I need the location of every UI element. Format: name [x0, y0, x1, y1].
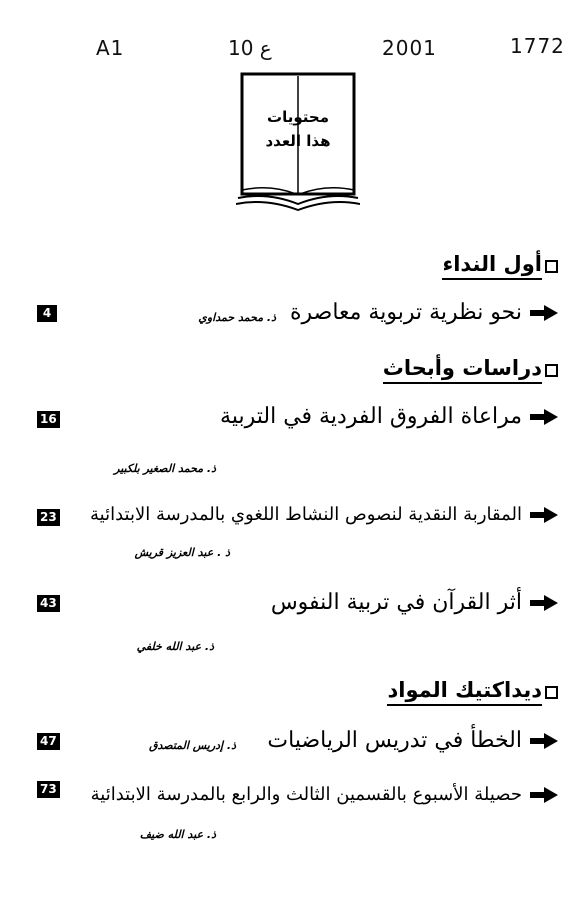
toc-entry-title[interactable]: نحو نظرية تربوية معاصرة — [290, 300, 558, 325]
arrow-right-icon — [530, 733, 558, 749]
emblem-title-line1: محتويات — [267, 108, 329, 126]
page-number-badge: 23 — [37, 509, 60, 526]
toc-entry-author: ذ. عبد الله خلفي — [136, 640, 214, 653]
handwritten-issue-mark: ع 10 — [228, 36, 272, 60]
toc-entry-title[interactable]: مراعاة الفروق الفردية في التربية — [220, 404, 558, 429]
arrow-right-icon — [530, 409, 558, 425]
arrow-right-icon — [530, 305, 558, 321]
square-bullet-icon — [545, 686, 558, 699]
arrow-right-icon — [530, 595, 558, 611]
toc-entry-author: ذ. عبد الله ضيف — [139, 828, 216, 841]
toc-entry-title[interactable]: الخطأ في تدريس الرياضيات — [267, 728, 558, 753]
section-heading: ديداكتيك المواد — [387, 678, 558, 706]
square-bullet-icon — [545, 364, 558, 377]
toc-entry-title[interactable]: المقاربة النقدية لنصوص النشاط اللغوي بالمدرسة الابتدائية — [90, 504, 558, 525]
arrow-right-icon — [530, 787, 558, 803]
square-bullet-icon — [545, 260, 558, 273]
emblem-title-line2: هذا العدد — [265, 132, 331, 150]
toc-entry-author: ذ. محمد حمداوي — [198, 311, 276, 324]
toc-entry-title[interactable]: حصيلة الأسبوع بالقسمين الثالث والرابع بالمدرسة الابتدائية — [91, 784, 558, 805]
section-heading: دراسات وأبحاث — [383, 356, 558, 384]
arrow-right-icon — [530, 507, 558, 523]
page-number-badge: 47 — [37, 733, 60, 750]
toc-entry-author: ذ. محمد الصغير بلكبير — [114, 462, 216, 475]
page-number-badge: 4 — [37, 305, 57, 322]
page-number-badge: 43 — [37, 595, 60, 612]
toc-entry-author: ذ . عبد العزيز قريش — [134, 546, 230, 559]
handwritten-year-mark: 2001 — [382, 36, 437, 60]
handwritten-mark-left: A1 — [96, 36, 125, 60]
page-number-badge: 73 — [37, 781, 60, 798]
handwritten-mark-right: 1772 — [510, 34, 565, 58]
toc-entry-author: ذ. إدريس المتصدق — [148, 739, 236, 752]
toc-entry-title[interactable]: أثر القرآن في تربية النفوس — [271, 590, 558, 615]
section-heading: أول النداء — [442, 252, 558, 280]
page-number-badge: 16 — [37, 411, 60, 428]
open-book-emblem — [236, 70, 360, 212]
